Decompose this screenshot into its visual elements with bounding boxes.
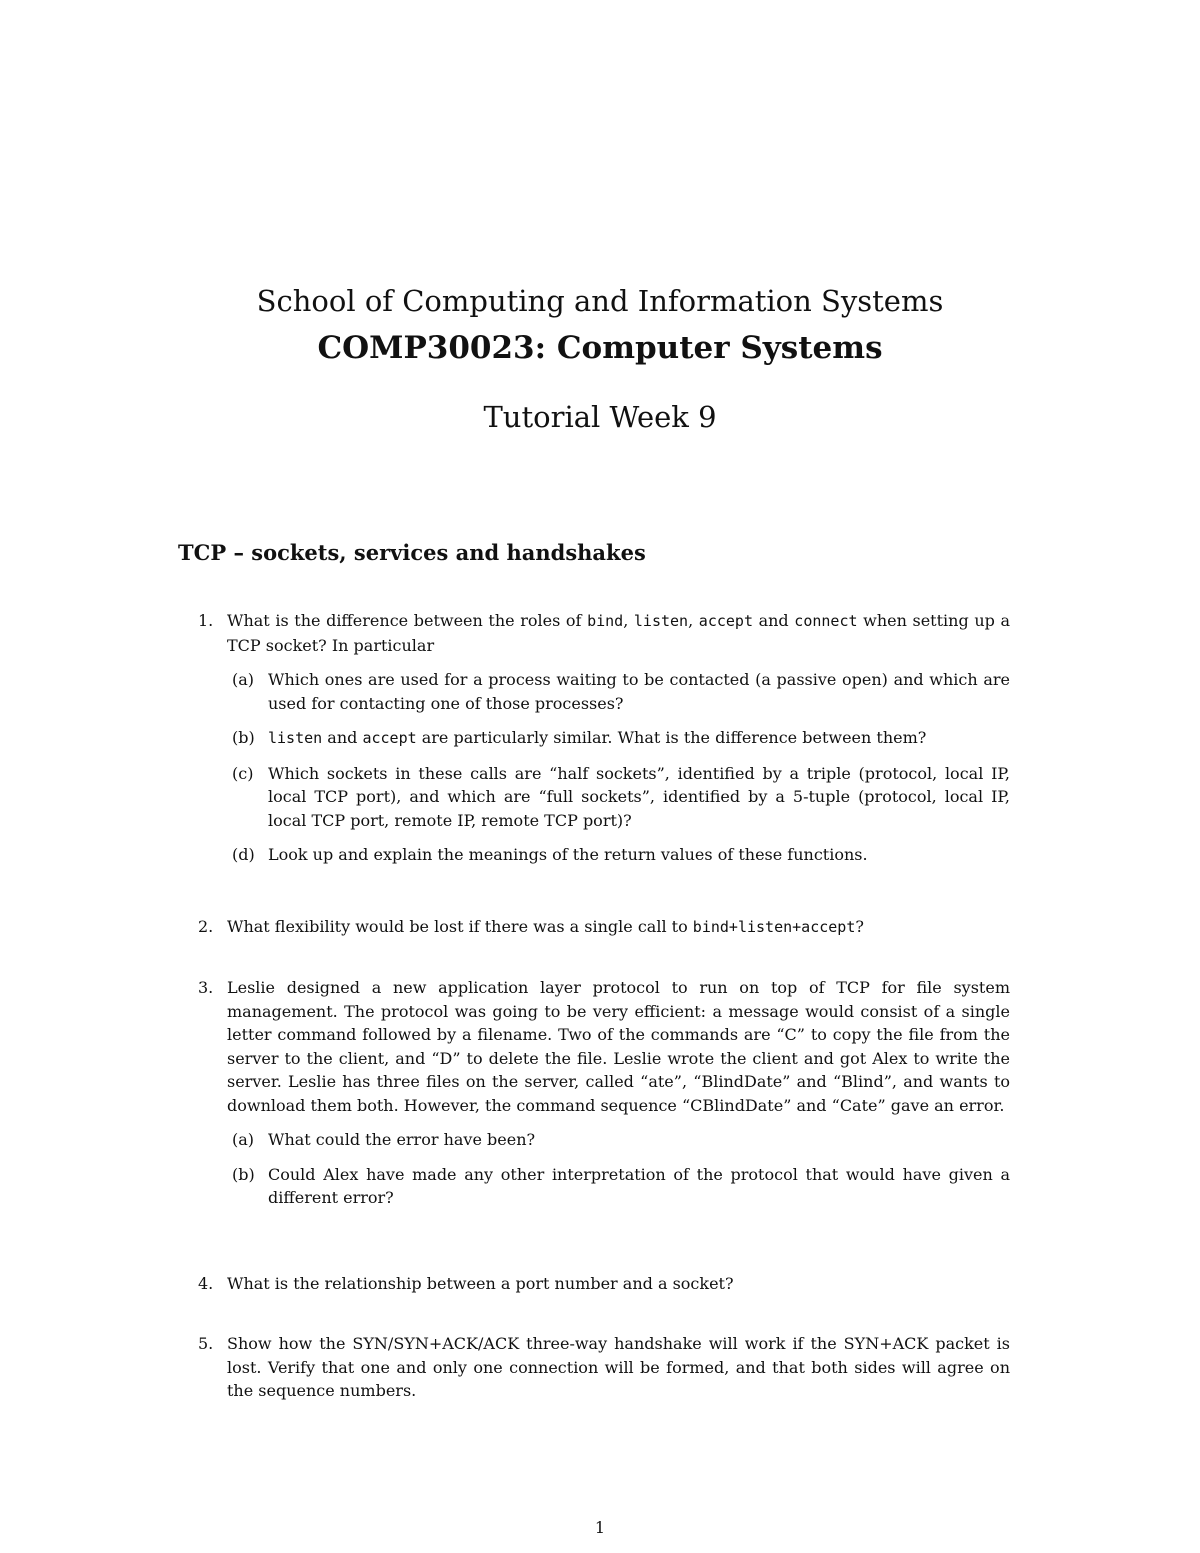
subquestion-label: (b)	[232, 728, 255, 747]
question-number: 5.	[198, 1334, 214, 1353]
subquestion-1d	[227, 843, 1010, 867]
subquestion-1c	[227, 762, 1010, 833]
tutorial-title: Tutorial Week 9	[483, 400, 717, 434]
question-4	[198, 1272, 1010, 1296]
question-2	[198, 915, 1010, 940]
question-number: 3.	[198, 978, 214, 997]
subquestion-label: (d)	[232, 845, 255, 864]
subquestion-3b	[227, 1163, 1010, 1210]
school-name: School of Computing and Information Systems	[256, 284, 944, 318]
question-5	[198, 1332, 1010, 1403]
subquestion-text: Which sockets in these calls are “half sockets”, identified by a triple (protocol, local IP, local TCP port), and which are “full sockets”, identified by a 5-tuple (protocol, local IP, local TCP port, remote IP, remote TCP port)?	[268, 763, 1010, 830]
question-text: What is the difference between the roles of bind, listen, accept and connect when setting up a TCP socket? In particular	[227, 611, 1011, 655]
subquestion-text: Which ones are used for a process waiting to be contacted (a passive open) and which are used for contacting one of those processes?	[268, 670, 1010, 713]
subquestion-label: (a)	[232, 1130, 255, 1149]
question-text: What is the relationship between a port number and a socket?	[227, 1274, 734, 1293]
course-title: COMP30023: Computer Systems	[317, 330, 883, 366]
subquestion-text: Look up and explain the meanings of the return values of these functions.	[268, 845, 868, 864]
question-text: Show how the SYN/SYN+ACK/ACK three-way handshake will work if the SYN+ACK packet is lost. Verify that one and only one connection will be formed, and that both sides will agree on the sequence numbers.	[227, 1334, 1010, 1400]
page-number: 1	[594, 1518, 606, 1537]
question-1	[198, 609, 1010, 867]
subquestion-label: (a)	[232, 670, 255, 689]
question-text: What flexibility would be lost if there was a single call to bind+listen+accept?	[227, 917, 864, 936]
question-text: Leslie designed a new application layer protocol to run on top of TCP for file system management. The protocol was going to be very efficient: a message would consist of a single letter command followed by a filename. Two of the commands are “C” to copy the file from the server to the client, and “D” to delete the file. Leslie wrote the client and got Alex to write the server. Leslie has three files on the server, called “ate”, “BlindDate” and “Blind”, and wants to download them both. However, the command sequence “CBlindDate” and “Cate” gave an error.	[227, 978, 1010, 1115]
subquestion-label: (c)	[232, 763, 254, 783]
question-number: 1.	[198, 611, 214, 630]
subquestion-text: Could Alex have made any other interpretation of the protocol that would have given a different error?	[268, 1164, 1010, 1207]
question-number: 2.	[198, 917, 214, 936]
section-heading: TCP – sockets, services and handshakes	[178, 540, 646, 565]
subquestion-label: (b)	[232, 1164, 255, 1184]
subquestion-1a	[227, 668, 1010, 715]
question-number: 4.	[198, 1274, 214, 1293]
subquestion-1b	[227, 726, 1010, 751]
subquestion-text: listen and accept are particularly similar. What is the difference between them?	[268, 728, 927, 747]
subquestion-3a	[227, 1128, 1010, 1152]
question-3	[198, 976, 1010, 1210]
subquestion-text: What could the error have been?	[268, 1130, 536, 1149]
